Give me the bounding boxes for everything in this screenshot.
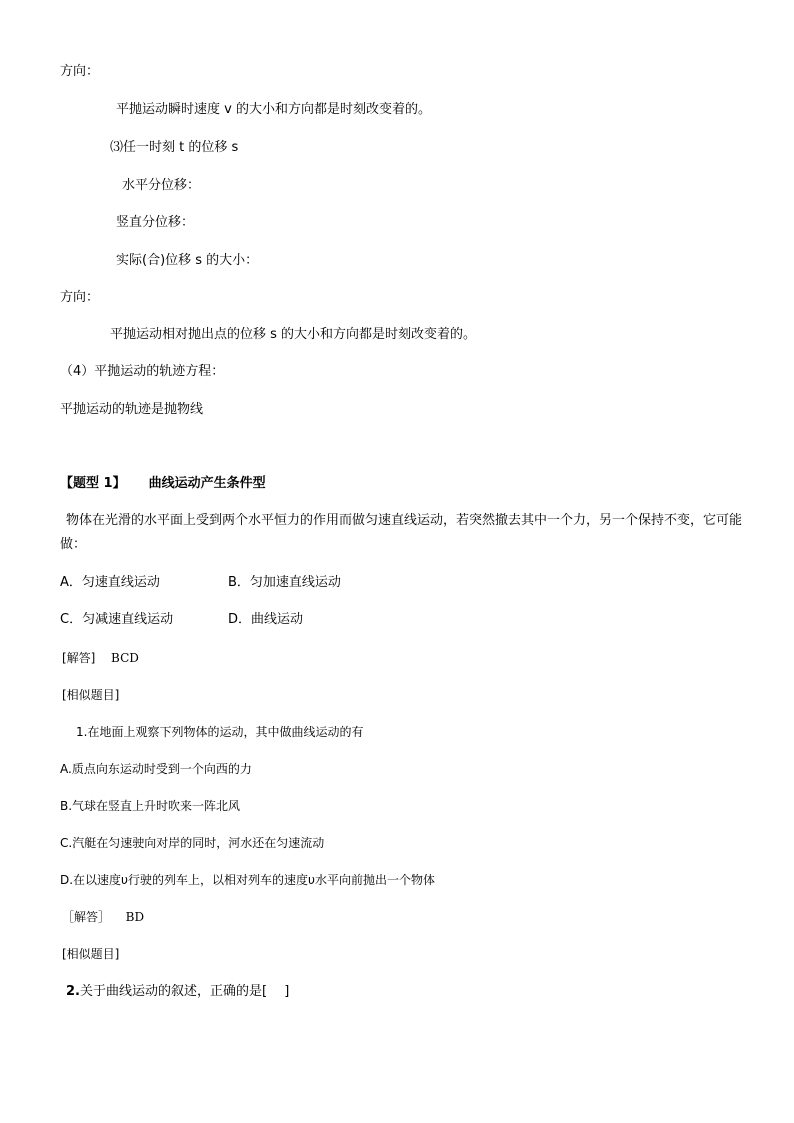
question-3-stem: 关于曲线运动的叙述，正确的是[ ] xyxy=(79,984,290,999)
similar-questions-label-1: [相似题目] xyxy=(62,688,120,702)
vertical-displacement-label: 竖直分位移： xyxy=(116,215,195,230)
question-1-option-a: A．匀速直线运动 xyxy=(60,575,160,590)
question-2-stem: 1.在地面上观察下列物体的运动，其中做曲线运动的有 xyxy=(76,725,364,739)
horizontal-displacement-label: 水平分位移： xyxy=(122,178,201,193)
question-2-option-c: C.汽艇在匀速驶向对岸的同时，河水还在匀速流动 xyxy=(60,836,325,850)
question-2-answer xyxy=(62,908,144,926)
question-2-option-a: A.质点向东运动时受到一个向西的力 xyxy=(60,762,252,776)
answer-value: BD xyxy=(125,910,145,924)
answer-label: ［解答］ xyxy=(62,910,111,924)
question-type-number: 【题型 1】 xyxy=(60,476,126,491)
displacement-heading: ⑶任一时刻 t 的位移 s xyxy=(110,140,239,155)
question-3-number: 2. xyxy=(66,984,80,999)
answer-label: [解答] xyxy=(62,651,96,665)
similar-questions-label-2: [相似题目] xyxy=(62,947,120,961)
question-1-stem: 物体在光滑的水平面上受到两个水平恒力的作用而做匀速直线运动，若突然撤去其中一个力，另一个保持不变，它可能做： xyxy=(60,513,743,552)
velocity-note: 平抛运动瞬时速度 v 的大小和方向都是时刻改变着的。 xyxy=(116,102,431,117)
trajectory-note: 平抛运动的轨迹是抛物线 xyxy=(60,402,204,417)
question-type-label xyxy=(60,475,266,493)
trajectory-equation-heading: （4）平抛运动的轨迹方程： xyxy=(60,364,225,379)
direction-label-1: 方向： xyxy=(60,64,100,79)
question-1-option-b: B．匀加速直线运动 xyxy=(228,575,341,590)
question-2-option-b: B.气球在竖直上升时吹来一阵北风 xyxy=(60,799,241,813)
question-1-option-c: C．匀减速直线运动 xyxy=(60,612,174,627)
question-1-answer xyxy=(62,649,139,667)
answer-value: BCD xyxy=(111,651,139,665)
question-type-title: 曲线运动产生条件型 xyxy=(148,476,266,491)
question-3 xyxy=(66,983,289,1001)
direction-label-2: 方向： xyxy=(60,290,100,305)
question-1-option-d: D．曲线运动 xyxy=(228,612,304,627)
question-2-option-d: D.在以速度υ行驶的列车上，以相对列车的速度υ水平向前抛出一个物体 xyxy=(60,873,435,887)
displacement-note: 平抛运动相对抛出点的位移 s 的大小和方向都是时刻改变着的。 xyxy=(110,327,477,342)
resultant-displacement-label: 实际(合)位移 s 的大小： xyxy=(116,253,259,268)
